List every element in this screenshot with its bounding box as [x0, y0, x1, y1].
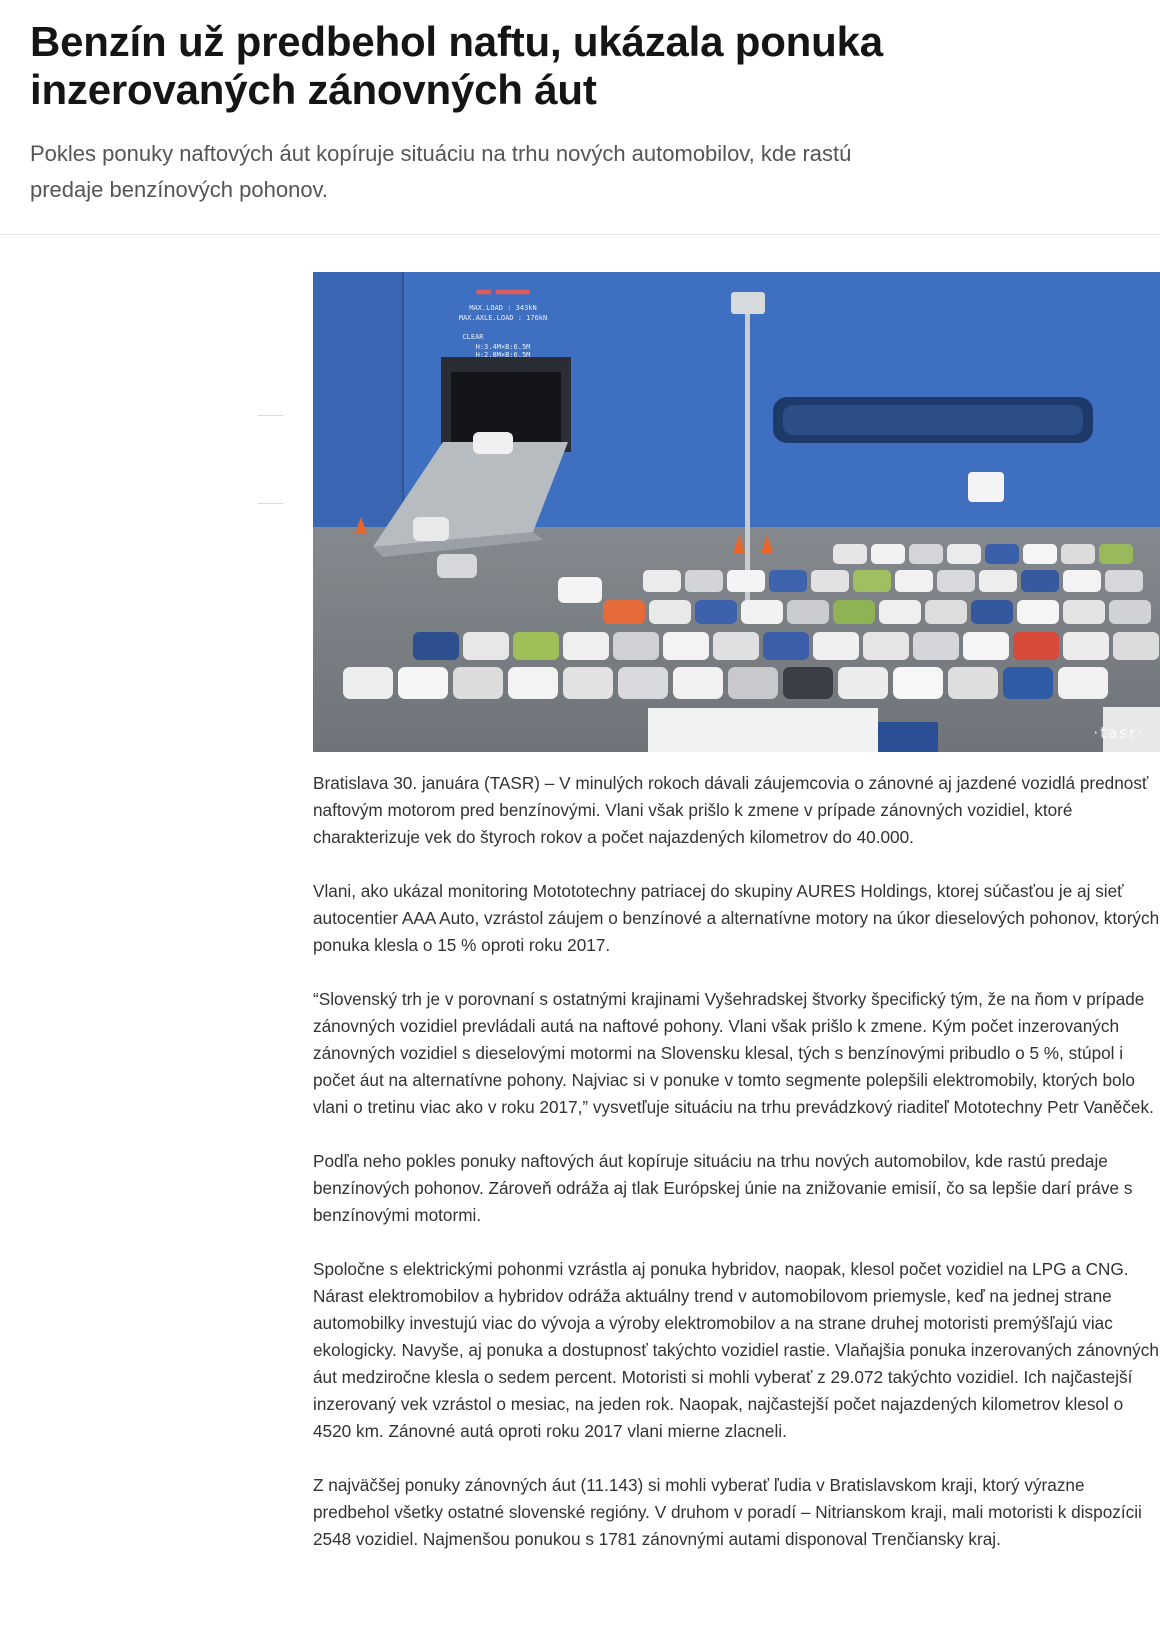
article-paragraph: Vlani, ako ukázal monitoring Motototechny patriacej do skupiny AURES Holdings, ktorej súčasťou je aj sieť autocentier AAA Auto, vzrástol záujem o benzínové a alternatívne motory na úkor dieselových pohonov, ktorých ponuka klesla o 15 % oproti roku 2017.: [313, 881, 1160, 955]
ship-sign-text: H:3.4M×B:6.5M: [475, 343, 531, 351]
article-header: [0, 0, 1160, 235]
ship-sign-text: H:2.8M×B:6.5M: [475, 351, 531, 359]
ship-sign-text: MAX.AXLE.LOAD : 176kN: [458, 314, 548, 322]
article-paragraph: Z najväčšej ponuky zánovných áut (11.143) si mohli vyberať ľudia v Bratislavskom kraji, ktorý výrazne predbehol všetky ostatné slovenské regióny. V druhom v poradí – Nitrianskom kraji, mali motoristi k dispozícii 2548 vozidiel. Najmenšou ponukou s 1781 zánovnými autami disponoval Trenčiansky kraj.: [313, 1475, 1142, 1549]
article-photo[interactable]: [313, 272, 1160, 752]
port-car-carrier-illustration: [313, 272, 1160, 752]
photo-watermark: ·tasr·: [1093, 724, 1144, 742]
article-title: Benzín už predbehol naftu, ukázala ponuka inzerovaných zánovných áut: [30, 18, 883, 113]
article-paragraph: “Slovenský trh je v porovnaní s ostatnými krajinami Vyšehradskej štvorky špecifický tým, že na ňom v prípade zánovných vozidiel prevládali autá na naftové pohony. Vlani však prišlo k zmene. Kým počet inzerovaných zánovných vozidiel s dieselovými motormi na Slovensku klesal, tých s benzínovými pribudlo o 5 %, stúpol i počet áut na alternatívne pohony. Najviac si v ponuke v tomto segmente polepšili elektromobily, ktorých bolo vlani o tretinu viac ako v roku 2017,” vysvetľuje situáciu na trhu prevádzkový riaditeľ Mototechny Petr Vaněček.: [313, 989, 1154, 1117]
article-perex: Pokles ponuky naftových áut kopíruje situáciu na trhu nových automobilov, kde rastú predaje benzínových pohonov.: [30, 141, 852, 202]
svg-text:■■■ ■■■■■■■: ■■■ ■■■■■■■: [476, 287, 530, 296]
article-paragraph: Podľa neho pokles ponuky naftových áut kopíruje situáciu na trhu nových automobilov, kde rastú predaje benzínových pohonov. Zároveň odráža aj tlak Európskej únie na znižovanie emisií, čo sa lepšie darí práve s benzínovými motormi.: [313, 1151, 1133, 1225]
article-paragraph: Spoločne s elektrickými pohonmi vzrástla aj ponuka hybridov, naopak, klesol počet vozidiel na LPG a CNG. Nárast elektromobilov a hybridov odráža aktuálny trend v automobilovom priemysle, keď na jednej strane automobilky investujú viac do vývoja a výroby elektromobilov a na strane druhej motoristi premýšľajú viac ekologicky. Navyše, aj ponuka a dostupnosť takýchto vozidiel rastie. Vlaňajšia ponuka inzerovaných zánovných áut medziročne klesla o sedem percent. Motoristi si mohli vyberať z 29.072 takýchto vozidiel. Ich najčastejší inzerovaný vek vzrástol o mesiac, na jeden rok. Naopak, najčastejší počet najazdených kilometrov klesol o 4520 km. Zánovné autá oproti roku 2017 vlani mierne zlacneli.: [313, 1259, 1159, 1441]
article-paragraph: Bratislava 30. januára (TASR) – V minulých rokoch dávali záujemcovia o zánovné aj jazdené vozidlá prednosť naftovým motorom pred benzínovými. Vlani však prišlo k zmene v prípade zánovných vozidiel, ktoré charakterizuje vek do štyroch rokov a počet najazdených kilometrov do 40.000.: [313, 773, 1149, 847]
article-body: [313, 770, 1160, 1580]
share-divider: [258, 503, 283, 504]
share-divider: [258, 415, 283, 416]
ship-sign-text: MAX.LOAD : 343kN: [469, 304, 537, 312]
ship-sign-text: CLEAR: [462, 333, 484, 341]
